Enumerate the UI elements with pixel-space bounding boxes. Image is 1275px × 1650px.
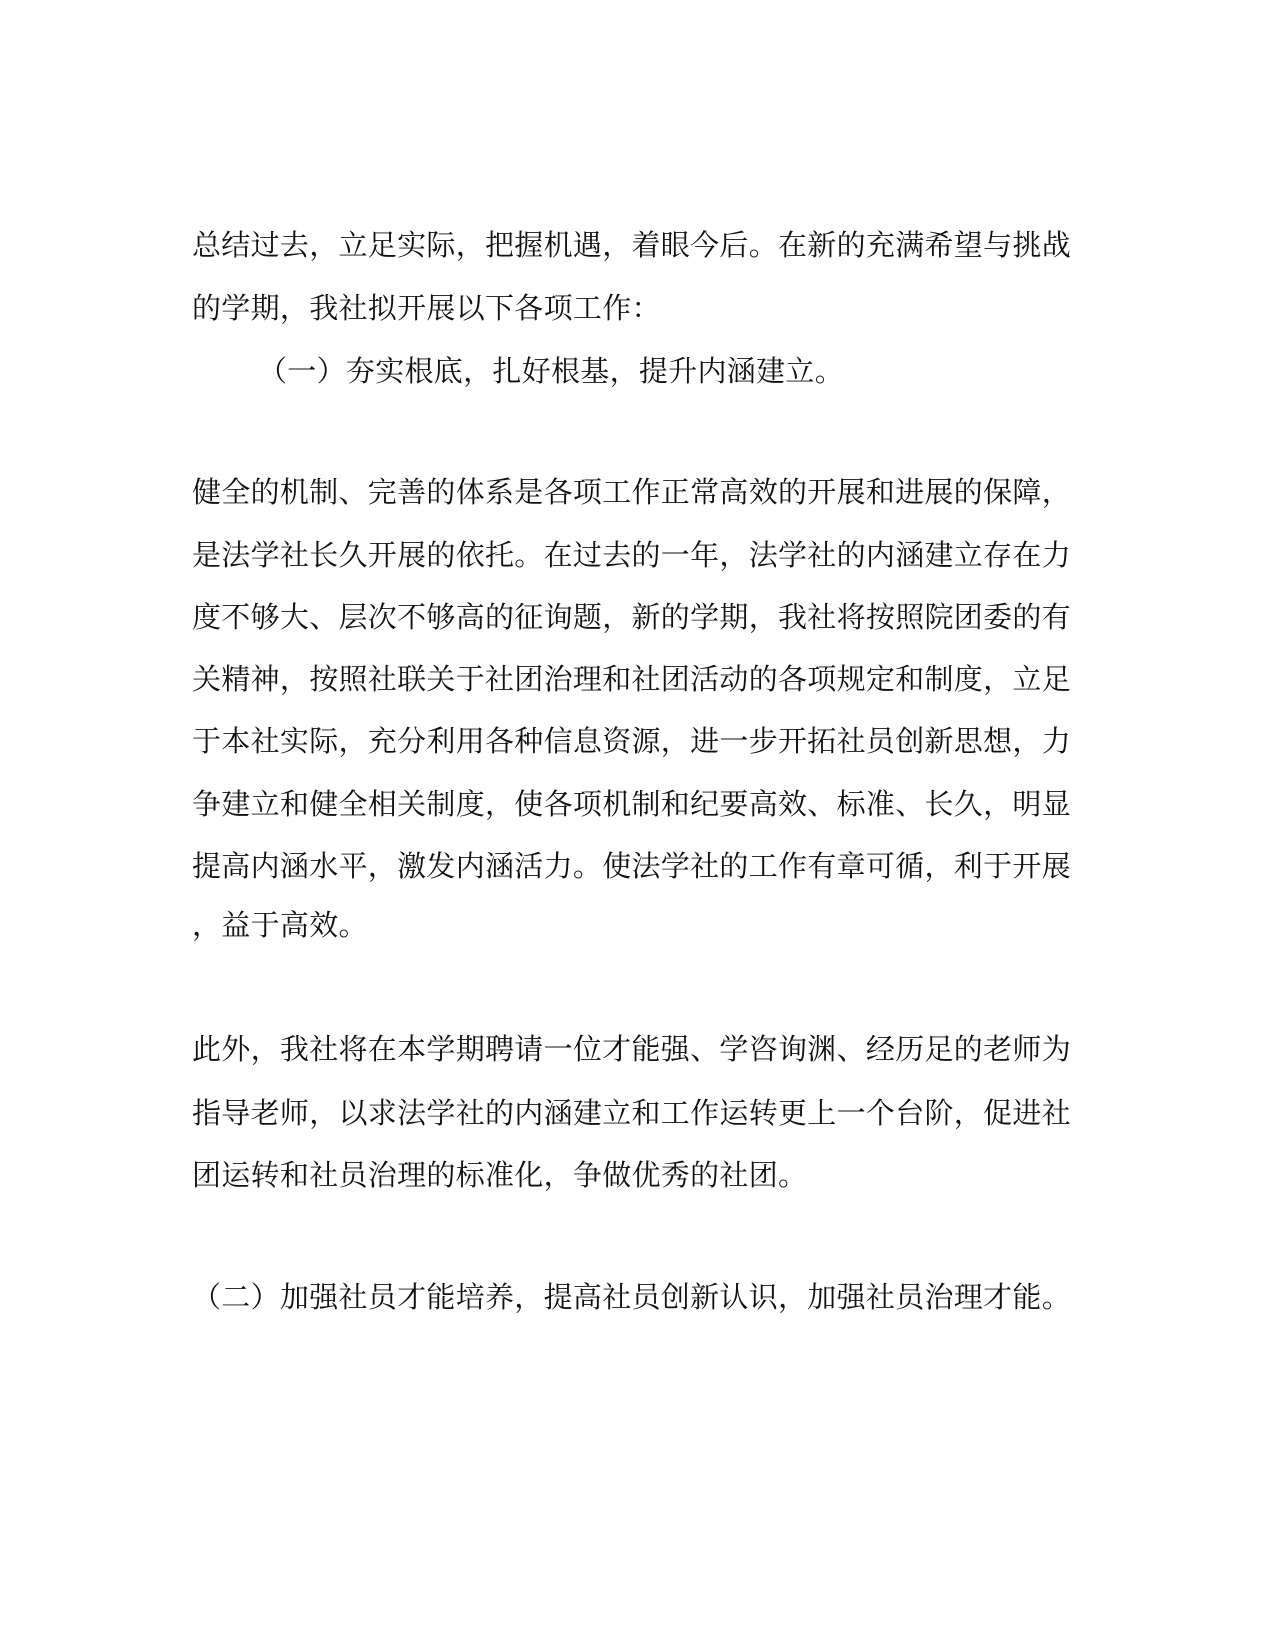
paragraph-4-line-1: 此外，我社将在本学期聘请一位才能强、学咨询渊、经历足的老师为	[192, 1032, 1072, 1066]
section-heading-1: （一）夯实根底，扎好根基，提升内涵建立。	[258, 354, 845, 388]
paragraph-3-line-6: 争建立和健全相关制度，使各项机制和纪要高效、标准、长久，明显	[192, 787, 1072, 821]
paragraph-4-line-3: 团运转和社员治理的标准化，争做优秀的社团。	[192, 1158, 808, 1192]
paragraph-3-line-5: 于本社实际，充分利用各种信息资源，进一步开拓社员创新思想，力	[192, 724, 1072, 758]
paragraph-3-line-3: 度不够大、层次不够高的征询题，新的学期，我社将按照院团委的有	[192, 600, 1072, 634]
paragraph-4-line-2: 指导老师，以求法学社的内涵建立和工作运转更上一个台阶，促进社	[192, 1096, 1072, 1130]
paragraph-1-line-2: 的学期，我社拟开展以下各项工作：	[192, 291, 661, 325]
paragraph-3-line-4: 关精神，按照社联关于社团治理和社团活动的各项规定和制度，立足	[192, 662, 1072, 696]
paragraph-1-line-1: 总结过去，立足实际，把握机遇，着眼今后。在新的充满希望与挑战	[192, 228, 1072, 262]
paragraph-3-line-7: 提高内涵水平，激发内涵活力。使法学社的工作有章可循，利于开展	[192, 849, 1072, 883]
paragraph-3-line-2: 是法学社长久开展的依托。在过去的一年，法学社的内涵建立存在力	[192, 538, 1072, 572]
paragraph-3-line-1: 健全的机制、完善的体系是各项工作正常高效的开展和进展的保障，	[192, 475, 1072, 509]
paragraph-3-line-8: ，益于高效。	[192, 908, 368, 942]
section-heading-2: （二）加强社员才能培养，提高社员创新认识，加强社员治理才能。	[192, 1280, 1072, 1314]
